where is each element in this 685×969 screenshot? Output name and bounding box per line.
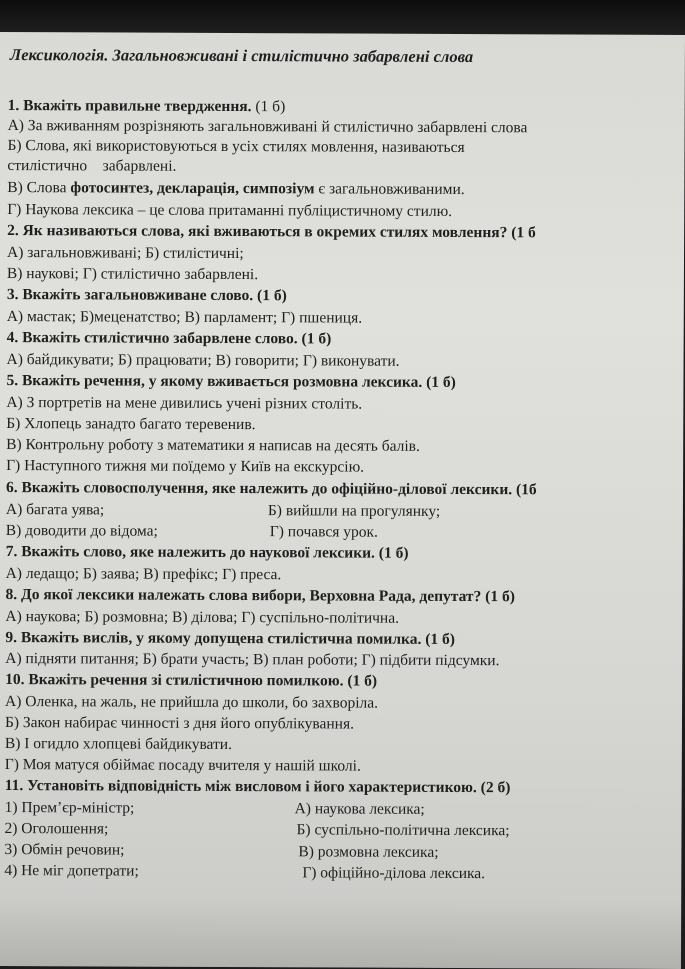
- question-text: 6. Вкажіть словосполучення, яке належить до офіційно-ділової лексики.: [5, 479, 513, 499]
- question-points: (2 б): [480, 779, 511, 797]
- option-suffix: є загальновживаними.: [314, 180, 465, 199]
- question-text: 11. Установіть відповідність між висловом і його характеристикою.: [4, 777, 477, 797]
- photo-shadow: [0, 896, 681, 969]
- question-2: 2. Як називаються слова, які вживаються в окремих стилях мовлення? (1 б: [7, 222, 536, 242]
- question-4: [7, 328, 332, 349]
- answer-option: А) багата уява;: [5, 501, 105, 519]
- photo-dark-border: [0, 0, 685, 36]
- answer-option: Б) Закон набирає чинності з дня його опублікування.: [4, 714, 355, 733]
- match-right-item: В) розмовна лексика;: [298, 843, 439, 861]
- answer-options-line: А) наукова; Б) розмовна; В) ділова; Г) суспільно-політична.: [5, 608, 400, 627]
- question-8: [5, 585, 514, 607]
- question-text: 8. До якої лексики належать слова вибори, Верховна Рада, депутат?: [5, 586, 482, 606]
- question-7: [6, 542, 409, 564]
- answer-option: Б) вийшли на прогулянку;: [267, 502, 441, 520]
- answer-option: А) За вживанням розрізняють загальновживані й стилістично забарвлені слова: [7, 117, 528, 137]
- answer-option: Г) Моя матуся обіймає посаду вчителя у нашій школі.: [4, 756, 361, 775]
- question-11: [5, 776, 511, 798]
- match-right-item: Б) суспільно-політична лексика;: [296, 821, 510, 840]
- question-6: [6, 478, 537, 500]
- answer-option: Г) Наступного тижня ми поїдемо у Київ на екскурсію.: [6, 457, 365, 476]
- answer-option: Г) Наукова лексика – це слова притаманні публіцистичному стилю.: [7, 201, 453, 220]
- question-5: [6, 371, 455, 393]
- question-points: (1 б): [255, 98, 286, 116]
- question-text: 10. Вкажіть речення зі стилістичною помилкою.: [5, 671, 344, 690]
- question-9: [5, 628, 455, 650]
- answer-options-line: А) загальновживані; Б) стилістичні;: [7, 244, 244, 263]
- answer-option: А) З портретів на мене дивились учені різних століть.: [6, 394, 363, 413]
- answer-option: В) Контрольну роботу з математики я написав на десять балів.: [6, 436, 420, 455]
- question-points: (1 б): [378, 544, 409, 562]
- question-text: 5. Вкажіть речення, у якому вживається розмовна лексика.: [6, 372, 423, 391]
- match-left-item: 3) Обмін речовин;: [4, 841, 125, 859]
- question-points: (1 б): [301, 330, 332, 348]
- answer-options-line: А) байдикувати; Б) працювати; В) говорити; Г) виконувати.: [6, 351, 400, 370]
- match-right-item: Г) офіційно-ділова лексика.: [302, 864, 486, 883]
- question-points: (1 б): [347, 672, 378, 690]
- page-title: Лексикологія. Загальновживані і стилістично забарвлені слова: [9, 45, 474, 67]
- answer-option: Б) Хлопець занадто багато теревенив.: [6, 415, 256, 434]
- match-right-item: А) наукова лексика;: [294, 800, 425, 818]
- match-left-item: 2) Оголошення;: [4, 820, 109, 838]
- answer-options-line: А) мастак; Б)меценатство; В) парламент; Г) пшениця.: [6, 308, 363, 327]
- answer-options-line: А) ледащо; Б) заява; В) префікс; Г) преса.: [5, 565, 282, 584]
- question-text: 4. Вкажіть стилістично забарвлене слово.: [6, 329, 298, 348]
- option-prefix: В) Слова: [7, 179, 71, 197]
- worksheet-page: [0, 32, 685, 969]
- question-text: 7. Вкажіть слово, яке належить до наукової лексики.: [5, 543, 375, 562]
- question-points: (1б: [516, 481, 537, 499]
- question-points: (1 б): [425, 630, 456, 648]
- answer-option: [7, 178, 464, 200]
- question-text: 9. Вкажіть вислів, у якому допущена стилістична помилка.: [5, 629, 422, 648]
- answer-option: Б) Слова, які використовуються в усіх стилях мовлення, називаються: [7, 137, 465, 157]
- answer-option: В) І огидло хлопцеві байдикувати.: [4, 735, 233, 754]
- match-left-item: 1) Прем’єр-міністр;: [4, 799, 135, 817]
- question-text: 1. Вкажіть правильне твердження.: [7, 97, 252, 116]
- question-points: (1 б): [485, 588, 515, 606]
- question-points: (1 б): [257, 287, 287, 305]
- answer-option: А) Оленка, на жаль, не прийшла до школи, бо захворіла.: [5, 693, 379, 712]
- answer-options-line: А) підняти питання; Б) брати участь; В) план роботи; Г) підбити підсумки.: [5, 650, 500, 670]
- question-1: [8, 96, 286, 117]
- match-left-item: 4) Не міг допетрати;: [4, 862, 139, 880]
- answer-options-line: В) наукові; Г) стилістично забарвлені.: [6, 265, 259, 284]
- question-10: [5, 670, 377, 692]
- question-points: (1 б): [426, 373, 456, 391]
- answer-option-continued: стилістично забарвлені.: [7, 157, 177, 175]
- answer-option: Г) почався урок.: [269, 523, 378, 541]
- question-text: 3. Вкажіть загальновживане слово.: [6, 286, 254, 305]
- answer-option: В) доводити до відома;: [5, 522, 158, 540]
- question-3: [7, 285, 287, 306]
- option-bold-words: фотосинтез, декларація, симпозіум: [70, 179, 315, 198]
